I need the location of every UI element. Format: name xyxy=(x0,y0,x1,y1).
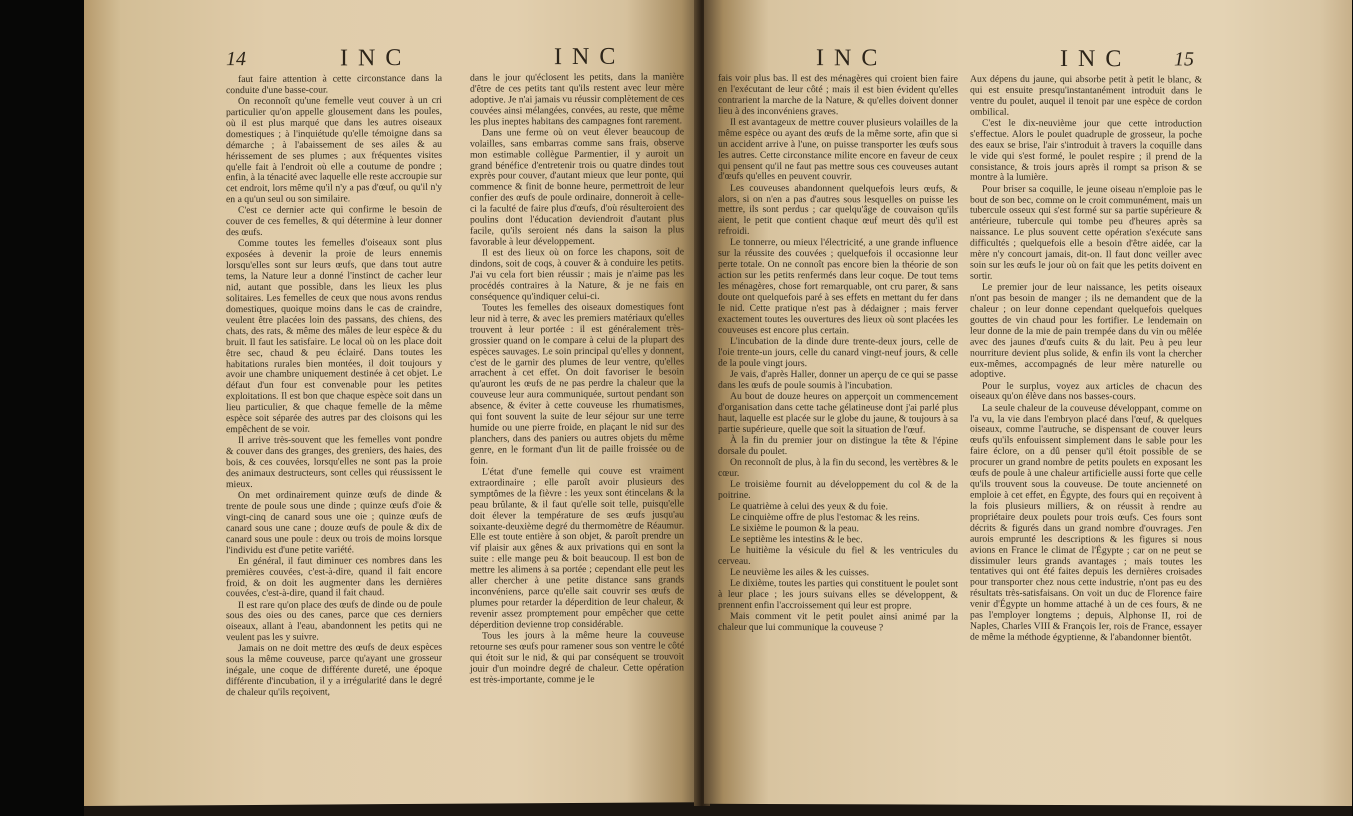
running-head: INC xyxy=(816,45,888,72)
paragraph: On reconnoît qu'une femelle veut couver à un cri particulier qu'on appelle glousement dans les poules, où il est plus marqué que dans les autres oiseaux domestiques ; à l'inquiétude qu'elle témoigne dans sa démarche ; à l'abaissement de ses ailes & au hérissement de ses plumes ; aux fréquentes visites qu'elle fait à l'endroit où elle a coutume de pondre ; enfin, à la ténacité avec laquelle elle reste accroupie sur cet endroit, lors même qu'il n'y a pas d'œuf, ou qu'il n'y en a qu'un seul ou son similaire. xyxy=(226,94,442,206)
text-column-right xyxy=(470,72,684,686)
paragraph: Pour briser sa coquille, le jeune oiseau n'emploie pas le bout de son bec, comme on le croit communément, mais un tubercule osseux qui s'est formé sur sa partie supérieure & antérieure, tubercule qui tombe peu d'heures après sa naissance. Le plus souvent cette opération s'exécute sans difficultés ; quelquefois elle a besoin d'être aidée, car la mère n'y concourt jamais, dit-on. Il faut donc veiller avec soin sur les œufs le jour où on fait que les petits doivent en sortir. xyxy=(970,183,1202,282)
paragraph: C'est ce dernier acte qui confirme le besoin de couver de ces femelles, & qui détermine à leur donner des œufs. xyxy=(226,204,442,239)
running-head-repeat: INC xyxy=(554,43,626,71)
paragraph: On met ordinairement quinze œufs de dinde & trente de poule sous une dinde ; quinze œufs d'oie & vingt-cinq de canard sous une oie ; quinze œufs de canard sous une cane ; douze œufs de poule & dix de canard sous une poule : deux ou trois de moins lorsque l'individu est d'une petite variété. xyxy=(226,488,442,556)
running-head-repeat: INC xyxy=(1060,45,1132,73)
paragraph: La seule chaleur de la couveuse développant, comme on l'a vu, la vie dans l'embryon placé dans l'œuf, & quelques oiseaux, comme l'autruche, se dispensant de couver leurs œufs qu'ils enfouissent simplement dans le sable pour les faire éclore, on a dû penser qu'il étoit possible de se procurer un grand nombre de petits poulets en exposant les œufs de poule à une chaleur artificielle aussi forte que celle qu'ils trouvent sous la couveuse. De toute ancienneté on emploie à cet effet, en Égypte, des fours qui en reçoivent à la fois plusieurs milliers, & on réussit à rendre au propriétaire deux poulets pour trois œufs. Ces fours sont décrits & figurés dans un grand nombre d'ouvrages. J'en aurois emprunté les descriptions & les figures si nous avions en France le climat de l'Égypte ; car on ne peut se dissimuler leurs grands avantages ; mais toutes les tentatives qui ont été faites depuis les dernières croisades pour transporter chez nous cette industrie, n'ont pas eu des résultats très-satisfaisans. On voit un duc de Florence faire venir d'Égypte un homme attaché à un de ces fours, & ne pas l'employer longtems ; depuis, Alphonse II, roi de Naples, Charles VIII & François Ier, rois de France, essayer de même la méthode égyptienne, & l'abandonner bientôt. xyxy=(970,402,1202,644)
paragraph: Toutes les femelles des oiseaux domestiques font leur nid à terre, & avec les premiers matériaux qu'elles trouvent à leur portée : il est généralement très-grossier quand on le compare à celui de la plupart des espèces sauvages. Le soin principal qu'elles y donnent, c'est de le garnir des plumes de leur ventre, qu'elles arrachent à cet effet. On doit favoriser le besoin qu'auront les œufs de ne pas perdre la chaleur que la couveuse leur aura communiquée, surtout pendant son absence, & éviter à cette couveuse les rhumatismes, qui font souvent la suite de leur séjour sur une terre humide ou une pierre froide, en plaçant le nid sur des planchers, dans des paniers ou autres objets du même genre, en le formant d'un lit de paille froissée ou de foin. xyxy=(470,301,684,467)
paragraph: Comme toutes les femelles d'oiseaux sont plus exposées à devenir la proie de leurs ennemis lorsqu'elles sont sur leurs œufs, que dans tout autre tems, la Nature leur a donné l'instinct de cacher leur nid, autant que possible, dans les lieux les plus solitaires. Les femelles de ceux que nous avons rendus domestiques, quoique moins dans le cas de craindre, veulent être placées loin des passans, des chiens, des chats, des rats, & même des mâles de leur espèce & du bruit. Il faut les satisfaire. Le local où on les place doit être sec, chaud & peu éclairé. Dans toutes les habitations rurales bien montées, il doit toujours y avoir une chambre uniquement destinée à cet objet. Le défaut d'un four est convenable pour les petites exploitations. Il est bon que chaque espèce soit dans un lieu particulier, & que chaque femelle de la même espèce soit séparée des autres par des cloisons qui les empêchent de se voir. xyxy=(226,237,442,436)
paragraph: Aux dépens du jaune, qui absorbe petit à petit le blanc, & qui est ensuite presqu'instantanément introduit dans le ventre du poulet, auquel il tenoit par une espèce de cordon ombilical. xyxy=(970,73,1202,118)
paragraph: En général, il faut diminuer ces nombres dans les premières couvées, c'est-à-dire, quand il fait encore froid, & on doit les augmenter dans les dernières couvées, c'est-à-dire, quand il fait chaud. xyxy=(226,554,442,600)
paragraph: Il est avantageux de mettre couver plusieurs volailles de la même espèce ou ayant des œufs de la même sorte, afin que si un accident arrive à l'une, on puisse transporter les œufs sous les autres. Cette circonstance milite encore en faveur de ceux qui pensent qu'il ne faut pas mettre sous ces couveuses autant d'œufs qu'elles en peuvent couvrir. xyxy=(718,116,958,183)
paragraph: L'incubation de la dinde dure trente-deux jours, celle de l'oie trente-un jours, celle du canard vingt-neuf jours, & celle de la poule vingt jours. xyxy=(718,335,958,369)
page-number: 14 xyxy=(226,48,246,71)
paragraph: Le septième les intestins & le bec. xyxy=(730,533,863,546)
paragraph: Pour le surplus, voyez aux articles de chacun des oiseaux qu'on élève dans nos basses-cours. xyxy=(970,380,1202,403)
paragraph: Il est rare qu'on place des œufs de dinde ou de poule sous des oies ou des canes, parce que ces derniers oiseaux, allant à l'eau, abandonnent les petits qui ne veulent pas les y suivre. xyxy=(226,598,442,644)
paragraph: faut faire attention à cette circonstance dans la conduite d'une basse-cour. xyxy=(226,72,442,97)
paragraph: À la fin du premier jour on distingue la tête & l'épine dorsale du poulet. xyxy=(718,434,958,457)
paragraph: Les couveuses abandonnent quelquefois leurs œufs, & alors, si on n'en a pas d'autres sous lesquelles on puisse les mettre, ils sont perdus ; car quelqu'âge de couvaison qu'ils aient, le petit que contient chaque œuf meurt dès qu'il est refroidi. xyxy=(718,182,958,238)
paragraph: Le cinquième offre de plus l'estomac & les reins. xyxy=(730,511,920,524)
paragraph: Le tonnerre, ou mieux l'électricité, a une grande influence sur la réussite des couvées ; quelquefois il occasionne leur perte totale. On ne connoît pas encore bien la théorie de son action sur les petits renfermés dans leur coque. De tout tems les ménagères, chose fort remarquable, ont cru parer, & sans doute ont quelquefois paré à ses effets en mettant du fer dans le nid. Cette pratique n'est pas à dédaigner ; mais ferver exactement toutes les ouvertures des lieux où sont placées les couveuses est encore plus certain. xyxy=(718,237,958,337)
paragraph: L'état d'une femelle qui couve est vraiment extraordinaire ; elle paroît avoir plusieurs des symptômes de la fièvre : les yeux sont étincelans & la peau brûlante, & il faut qu'elle soit telle, puisqu'elle doit élever la température de ses œufs jusqu'au soixante-deuxième degré du thermomètre de Réaumur. Elle est toute entière à son objet, & paroît prendre un vif plaisir aux gênes & aux privations qui en sont la suite : elle mange peu & boit beaucoup. Il est bon de mettre les alimens à sa portée ; cependant elle peut les aller chercher à une petite distance sans grands inconvéniens, parce qu'elle sait couvrir ses œufs de plumes pour retarder la déperdition de leur chaleur, & revenir assez promptement pour empêcher que cette déperdition devienne trop considérable. xyxy=(470,465,684,631)
paragraph: Tous les jours à la même heure la couveuse retourne ses œufs pour ramener sous son ventre le côté qui étoit sur le nid, & qui par conséquent se trouvoit jouir d'un moindre degré de chaleur. Cette opération est très-importante, comme je le xyxy=(470,629,684,686)
right-page xyxy=(704,0,1352,806)
page-number: 15 xyxy=(1174,48,1194,71)
paragraph: Je vais, d'après Haller, donner un aperçu de ce qui se passe dans les œufs de poule soumis à l'incubation. xyxy=(718,368,958,392)
left-page xyxy=(84,0,700,806)
paragraph: Il arrive très-souvent que les femelles vont pondre & couver dans des granges, des greniers, des haies, des bois, & ces couvées, lorsqu'elles ne sont pas la proie des animaux destructeurs, sont celles qui réussissent le mieux. xyxy=(226,433,442,490)
paragraph: Dans une ferme où on veut élever beaucoup de volailles, sans embarras comme sans frais, observe mon estimable collègue Parmentier, il y auroit un grand bénéfice d'entretenir trois ou quatre dindes tout exprès pour couver, d'autant mieux que leur ponte, qui commence & finit de bonne heure, permettroit de leur confier des œufs de poule ordinaire, donneroit à celle-ci la faculté de faire plus d'œufs, d'où résulteroient des poulins dont l'éducation deviendroit d'autant plus facile, qu'ils seroient nés dans la saison la plus favorable à leur développement. xyxy=(470,126,684,248)
paragraph: Le premier jour de leur naissance, les petits oiseaux n'ont pas besoin de manger ; ils ne demandent que de la chaleur ; on leur donne cependant quelquefois quelques gouttes de vin chaud pour les fortifier. Le lendemain on leur donne de la mie de pain trempée dans du vin ou mêlée avec des jaunes d'œufs cuits & du lait. Peu à peu leur nourriture devient plus solide, & enfin ils vont la chercher eux-mêmes, accompagnés de leur mère naturelle ou adoptive. xyxy=(970,281,1202,381)
running-head: INC xyxy=(340,45,412,72)
text-column-right xyxy=(970,75,1202,645)
paragraph: Au bout de douze heures on apperçoit un commencement d'organisation dans cette tache gélatineuse dont j'ai parlé plus haut, laquelle est placée sur le globe du jaune, & toujours à sa partie supérieure, quelle que soit la situation de l'œuf. xyxy=(718,390,958,436)
text-column-left xyxy=(718,74,958,635)
paragraph: Le neuvième les ailes & les cuisses. xyxy=(730,567,870,579)
paragraph: Jamais on ne doit mettre des œufs de deux espèces sous la même couveuse, parce qu'ayant une grosseur inégale, une coque de différente dureté, une époque différente d'incubation, il y a irrégularité dans le degré de chaleur qu'ils reçoivent, xyxy=(226,642,442,699)
paragraph: Le dixième, toutes les parties qui constituent le poulet sont à leur place ; les jours suivans elles se développent, & prennent enfin l'accroissement qui leur est propre. xyxy=(718,578,958,612)
paragraph: fais voir plus bas. Il est des ménagères qui croient bien faire en l'exécutant de leur côté ; mais il est bien évident qu'elles contrarient la marche de la Nature, & qu'elles doivent donner lieu à des inconvéniens graves. xyxy=(718,72,958,117)
paragraph: Mais comment vit le petit poulet ainsi animé par la chaleur que lui communique la couveuse ? xyxy=(718,611,958,634)
text-column-left xyxy=(226,74,442,700)
paragraph: Il est des lieux où on force les chapons, soit de dindons, soit de coqs, à couver & à conduire les petits. J'ai vu cela fort bien réussir ; mais je n'aime pas les procédés contraires à la Nature, & je ne fais en conséquence qu'indiquer celui-ci. xyxy=(470,246,684,303)
paragraph: On reconnoît de plus, à la fin du second, les vertèbres & le cœur. xyxy=(718,456,958,479)
paragraph: Le huitième la vésicule du fiel & les ventricules du cerveau. xyxy=(718,545,958,568)
paragraph: dans le jour qu'éclosent les petits, dans la manière d'être de ces petits tant qu'ils restent avec leur mère adoptive. Je n'ai jamais vu réussir complètement de ces couvées ainsi mélangées, convées, au reste, que même les plus ineptes habitans des campagnes font rarement. xyxy=(470,71,684,128)
paragraph: C'est le dix-neuvième jour que cette introduction s'effectue. Alors le poulet quadruple de grosseur, la poche des eaux se brise, l'air s'introduit à travers la coquille dans le vide qui s'est formé, le poulet respire ; il prend de la consistance, & trois jours après il rompt sa prison & se montre à la lumière. xyxy=(970,117,1202,184)
paragraph: Le sixième le poumon & la peau. xyxy=(730,522,859,535)
paragraph: Le quatrième à celui des yeux & du foie. xyxy=(730,500,888,513)
paragraph: Le troisième fournit au développement du col & de la poitrine. xyxy=(718,478,958,501)
